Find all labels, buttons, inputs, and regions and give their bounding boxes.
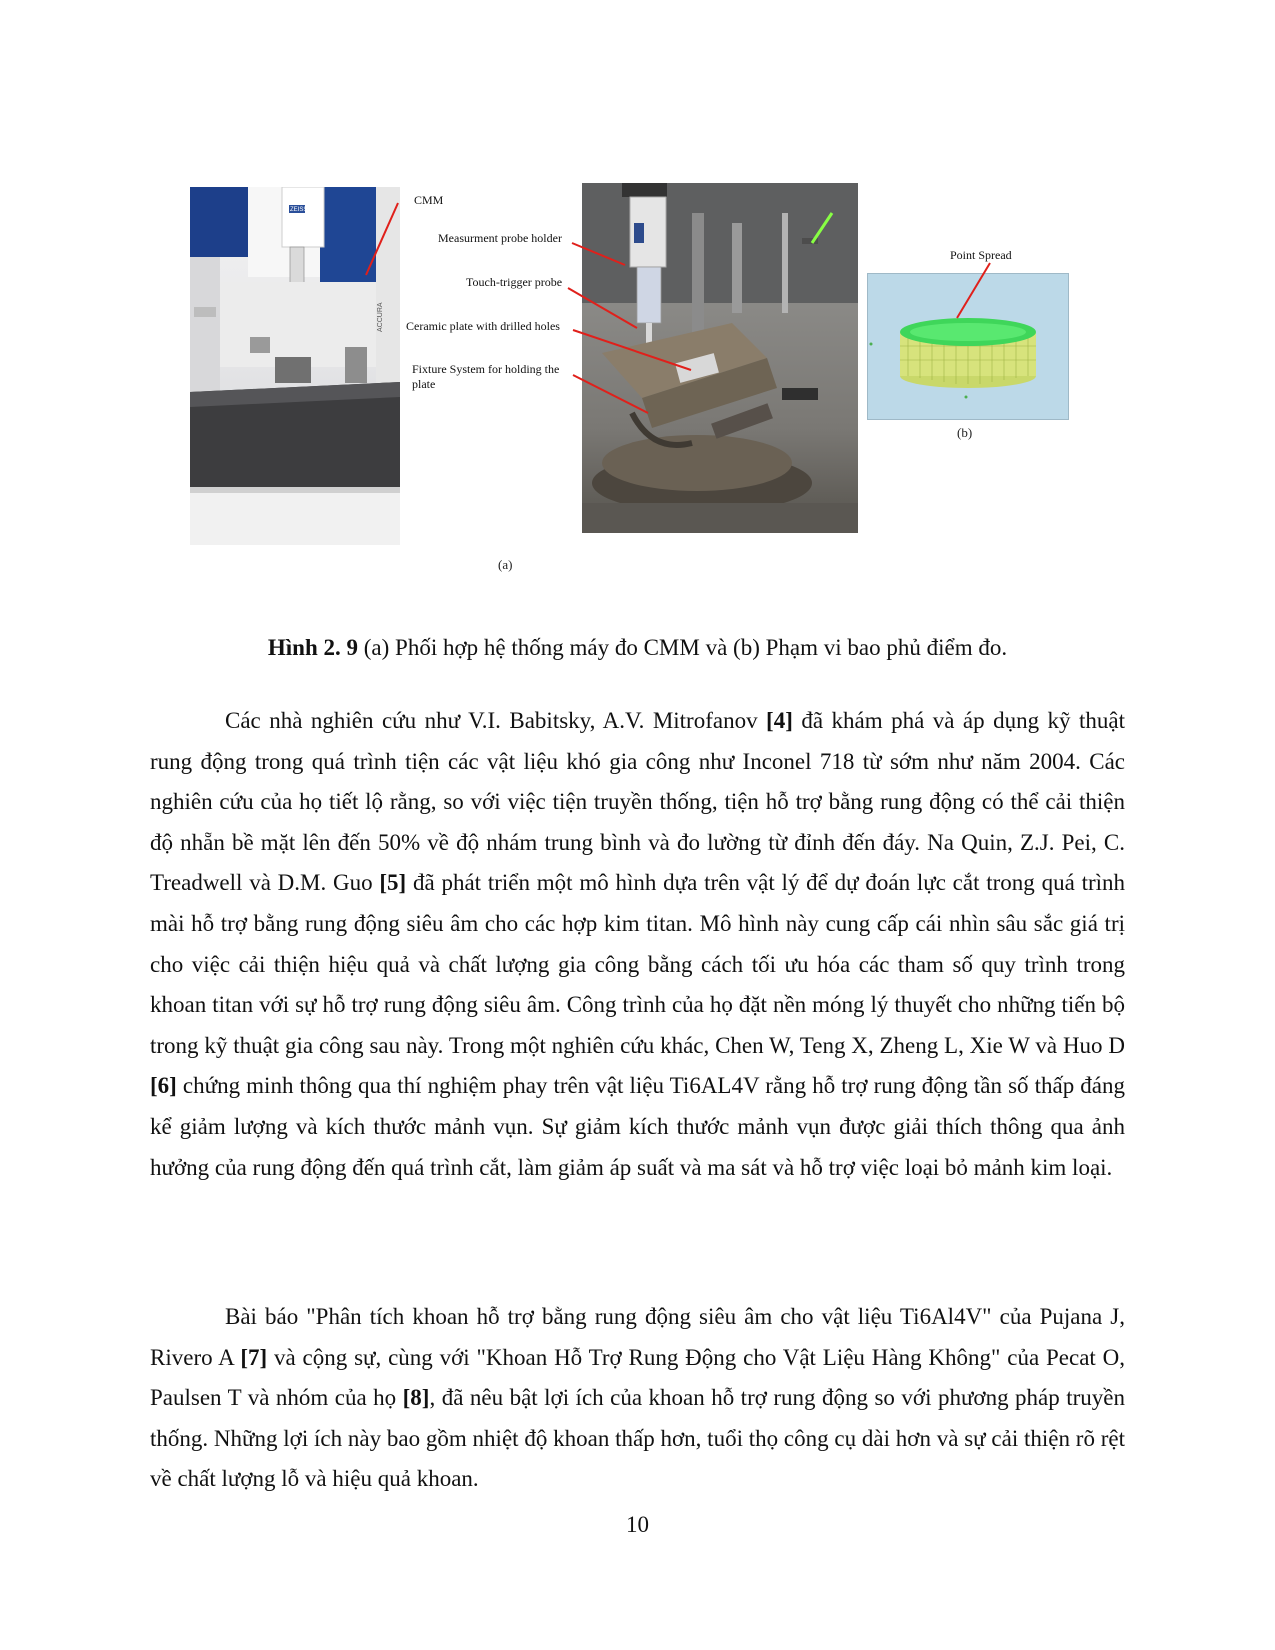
figure-caption bbox=[150, 632, 1125, 664]
citation-ref: [6] bbox=[150, 1073, 177, 1099]
accura-brand-text: ACCURA bbox=[377, 302, 384, 332]
fixture-probe-photo bbox=[582, 183, 858, 533]
citation-ref: [8] bbox=[402, 1385, 430, 1411]
paragraph-text: Các nhà nghiên cứu như V.I. Babitsky, A.V. Mitrofanov bbox=[225, 708, 767, 733]
callout-probe-holder: Measurment probe holder bbox=[438, 231, 562, 245]
subfigure-label-a: (a) bbox=[498, 557, 513, 572]
callout-point-spread: Point Spread bbox=[950, 248, 1012, 262]
subfigure-label-b: (b) bbox=[957, 425, 973, 440]
cmm-machine-illustration bbox=[190, 187, 400, 545]
fixture-probe-illustration bbox=[582, 183, 858, 533]
callout-cmm: CMM bbox=[414, 193, 444, 207]
figure-caption-label: Hình 2. 9 bbox=[267, 635, 359, 660]
callout-fixture-system: Fixture System for holding the plate bbox=[412, 362, 560, 391]
figure-caption-text: (a) Phối hợp hệ thống máy đo CMM và (b) Phạm vi bao phủ điểm đo. bbox=[358, 635, 1008, 660]
page-number: 10 bbox=[626, 1512, 649, 1537]
point-spread-illustration bbox=[868, 274, 1068, 419]
cmm-machine-photo bbox=[190, 187, 400, 545]
paragraph-text: , đã nêu bật lợi ích của khoan hỗ trợ rung động so với phương pháp truyền thống. Những lợi ích này bao gồm nhiệt độ khoan thấp hơn, tuổi thọ công cụ dài hơn và sự cải thiện rõ rệt về chất lượng lỗ và hiệu quả khoan. bbox=[150, 1385, 1125, 1492]
paragraph-text: và cộng sự, cùng với "Khoan Hỗ Trợ Rung Động cho Vật Liệu Hàng Không" của Pecat O, Paulsen T và nhóm của họ bbox=[150, 1344, 1126, 1411]
zeiss-brand-text: ZEISS bbox=[290, 207, 308, 213]
paragraph-text: chứng minh thông qua thí nghiệm phay trên vật liệu Ti6AL4V rằng hỗ trợ rung động tần số thấp đáng kể giảm lượng và kích thước mảnh vụn. Sự giảm kích thước mảnh vụn được giải thích thông qua ảnh hưởng của rung động đến quá trình cắt, làm giảm áp suất và ma sát và hỗ trợ việc loại bỏ mảnh kim loại. bbox=[150, 1073, 1125, 1180]
callout-touch-probe: Touch-trigger probe bbox=[466, 275, 563, 289]
body-paragraph-2 bbox=[150, 1297, 1125, 1500]
callout-ceramic-plate: Ceramic plate with drilled holes bbox=[406, 319, 560, 333]
citation-ref: [4] bbox=[766, 708, 793, 733]
citation-ref: [7] bbox=[240, 1344, 268, 1370]
body-paragraph-1 bbox=[150, 701, 1125, 1188]
point-spread-image bbox=[867, 273, 1069, 420]
paragraph-text: đã phát triển một mô hình dựa trên vật lý để dự đoán lực cắt trong quá trình mài hỗ trợ bằng rung động siêu âm cho các hợp kim titan. Mô hình này cung cấp cái nhìn sâu sắc giá trị cho việc cải thiện hiệu quả và chất lượng gia công bằng cách tối ưu hóa các tham số quy trình trong khoan titan với sự hỗ trợ rung động siêu âm. Công trình của họ đặt nền móng lý thuyết cho những tiến bộ trong kỹ thuật gia công sau này. Trong một nghiên cứu khác, Chen W, Teng X, Zheng L, Xie W và Huo D bbox=[150, 870, 1126, 1058]
paragraph-text: Bài báo "Phân tích khoan hỗ trợ bằng rung động siêu âm cho vật liệu Ti6Al4V" của Pujana J, Rivero A bbox=[150, 1304, 1125, 1370]
citation-ref: [5] bbox=[379, 870, 407, 896]
paragraph-text: đã khám phá và áp dụng kỹ thuật rung động trong quá trình tiện các vật liệu khó gia công như Inconel 718 từ sớm như năm 2004. Các nghiên cứu của họ tiết lộ rằng, so với việc tiện truyền thống, tiện hỗ trợ bằng rung động có thể cải thiện độ nhẵn bề mặt lên đến 50% về độ nhám trung bình và đo lường từ đỉnh đến đáy. Na Quin, Z.J. Pei, C. Treadwell và D.M. Guo bbox=[150, 708, 1126, 896]
